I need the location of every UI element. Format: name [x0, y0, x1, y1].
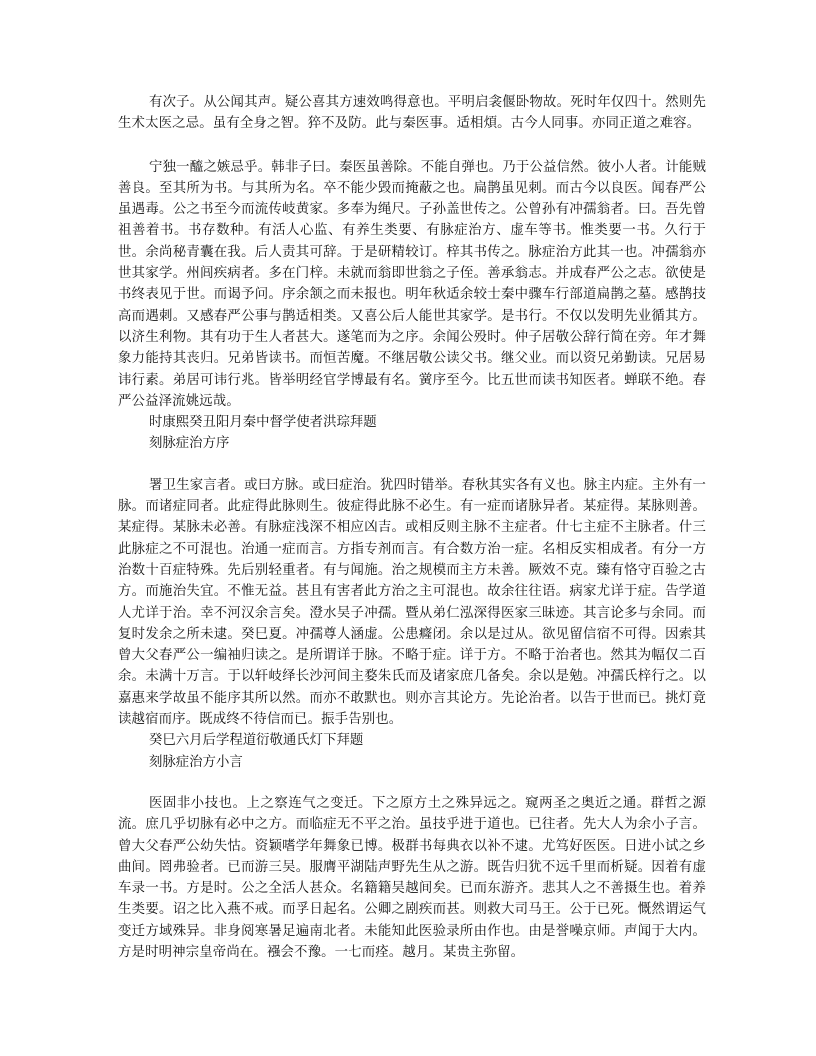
preface-signature-2: 癸巳六月后学程道衍敬通氏灯下拜题	[149, 733, 364, 749]
section-title-preface: 刻脉症治方序	[149, 436, 230, 452]
section-title-foreword: 刻脉症治方小言	[149, 754, 243, 770]
paragraph-preface-text: 署卫生家言者。或曰方脉。或曰症治。犹四时错举。春秋其实各有义也。脉主内症。主外有一脉。而诸症同者。此症得此脉则生。彼症得此脉不必生。有一症而诸脉异者。某症得。某脉则善。某症得。某脉未必善。有脉症浅深不相应凶吉。或相反则主脉不主症者。什七主症不主脉者。什三此脉症之不可混也。治通一症而言。方指专剂而言。有合数方治一症。名相反实相成者。有分一方治数十百症特殊。先后别轻重者。有与闻施。治之规模而主方未善。厥效不克。臻有恪守百验之古方。而施治失宜。不惟无益。甚且有害者此方治之主可混也。故余往往语。病家尤详于症。告学道人尤详于治。幸不河汉余言矣。澄水吴子冲孺。暨从弟仁泓深得医家三昧迹。其言论多与余同。而复时发余之所未逮。癸巳夏。冲孺尊人涵虚。公患癃闭。余以是过从。欲见留信宿不可得。因索其曾大父春严公一编袖归读之。是所谓详于脉。不略于症。详于方。不略于治者也。然其为幅仅二百余。未满十万言。于以轩岐绎长沙河间主婺朱氏而及诸家庶几备矣。余以是勉。冲孺氏梓行之。以嘉惠来学故虽不能序其所以然。而亦不敢默也。则亦言其论方。先论治者。以告于世而已。挑灯竟读越宿而序。既成终不待信而已。振手告别也。	[118, 477, 706, 728]
paragraph-foreword-text: 医固非小技也。上之察连气之变迁。下之原方土之殊异远之。窥两圣之奥近之通。群哲之源流。庶几乎切脉有必中之方。而临症无不平之治。虽技乎进于道也。已往者。先大人为余小子言。曾大父春严公幼失怙。资颖嗜学年舞象已博。极群书每典衣以补不逮。尤笃好医医。日进小试之乡曲间。罔弗验者。已而游三吴。服膺平湖陆声野先生从之游。既告归犹不远千里而析疑。因着有虚车录一书。方是时。公之全活人甚众。名籍籍吴越间矣。已而东游齐。悲其人之不善摄生也。着养生类要。诏之比入燕不戒。而孚日起名。公卿之剧疾而甚。则救大司马王。公于已死。慨然谓运气变迁方域殊异。非身阅寒暑足遍南北者。未能知此医验录所由作也。由是誉噪京师。声闻于大内。方是时明神宗皇帝尚在。襁会不豫。一七而痊。越月。某贵主弥留。	[118, 795, 706, 960]
preface-signature: 时康熙癸丑阳月秦中督学使者洪琮拜题	[149, 415, 377, 431]
paragraph-preface-body: 宁独一醯之嫉忌乎。韩非子曰。秦医虽善除。不能自弹也。乃于公益信然。彼小人者。计能贼善良。至其所为书。与其所为名。卒不能少毁而掩蔽之也。扁鹊虽见刺。而古今以良医。闻春严公虽遇毒。公之书至今而流传岐黄家。多奉为绳尺。子孙盖世传之。公曾孙有冲孺翁者。曰。吾先曾祖善着书。书存数种。有活人心监、有养生类要、有脉症治方、虚车等书。惟类要一书。久行于世。余尚秘青囊在我。后人责其可辞。于是研精较订。梓其书传之。脉症治方此其一也。冲孺翁亦世其家学。州闾疾病者。多在门梓。未就而翁即世翁之子侄。善承翁志。并成春严公之志。欲使是书终表见于世。而谒予问。序余颔之而未报也。明年秋适余较士秦中骤车行部道扁鹊之墓。感鹊技高而遇刺。又感春严公事与鹊适相类。又喜公后人能世其家学。是书行。不仅以发明先业循其方。以济生利物。其有功于生人者甚大。遂笔而为之序。余闻公殁时。仲子居敬公辞行简在旁。年才舞象力能持其丧归。兄弟皆读书。而恒苦魔。不继居敬公读父书。继父业。而以资兄弟勤读。兄居易讳行素。弟居可讳行兆。皆举明经官学博最有名。黉序至今。比五世而读书知医者。蝉联不绝。春严公益泽流姚远哉。	[118, 159, 706, 409]
paragraph-intro: 有次子。从公闻其声。疑公喜其方速效鸣得意也。平明启衾偃卧物故。死时年仅四十。然则先生术太医之忌。虽有全身之智。猝不及防。此与秦医事。适相煩。古今人同事。亦同正道之难容。	[118, 95, 706, 132]
